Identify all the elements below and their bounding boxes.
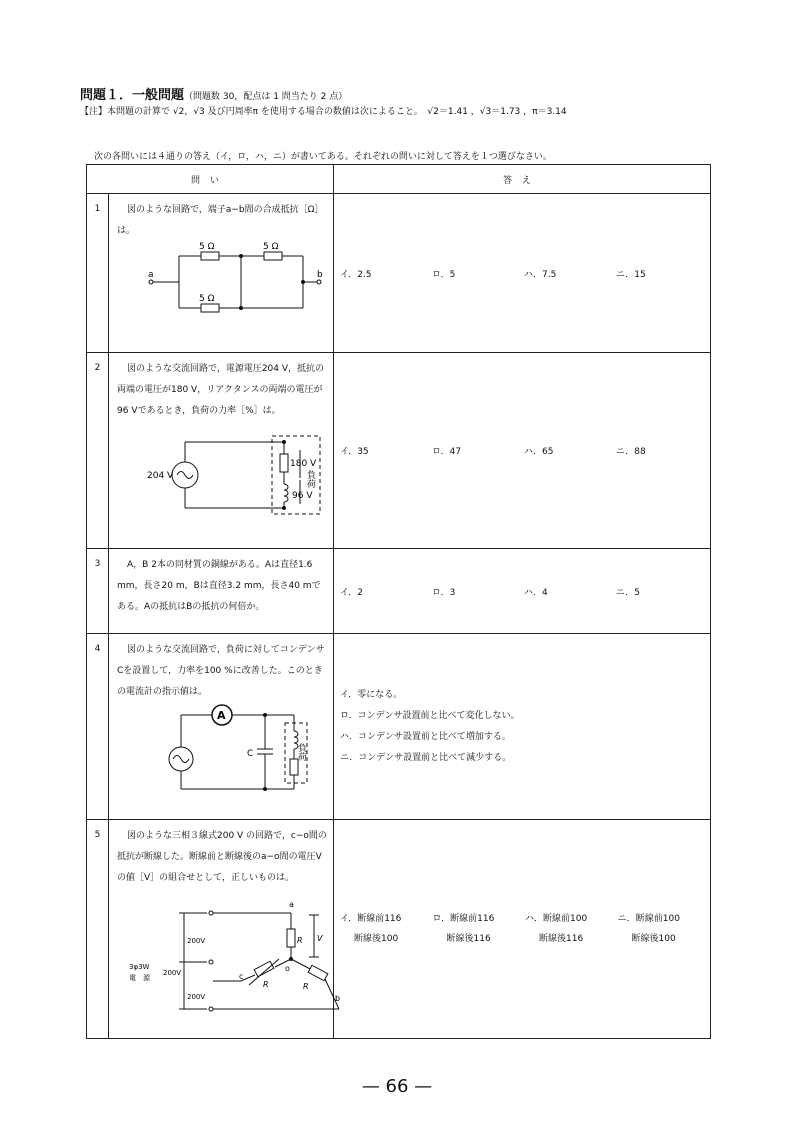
v-top: 200V: [187, 937, 206, 945]
question-cell: [109, 634, 334, 820]
question-number: 3: [87, 549, 109, 634]
r-label-b: R: [303, 982, 309, 991]
header-answer: 答え: [334, 165, 711, 194]
node-a: a: [289, 900, 294, 909]
answer-options: [334, 909, 710, 949]
answer-option[interactable]: ハ．コンデンサ設置前と比べて増加する。: [340, 731, 511, 742]
r2-label: 5 Ω: [263, 242, 279, 252]
question-cell: [109, 353, 334, 549]
question-row-1: [87, 194, 711, 353]
ammeter-label: A: [217, 709, 226, 722]
vx-label: 96 V: [292, 491, 313, 501]
question-text: A，B 2本の同材質の銅線がある。Aは直径1.6 mm，長さ20 m，Bは直径3.2 mm，長さ40 mである。Aの抵抗はBの抵抗の何倍か。: [117, 560, 321, 612]
section-title: 問題１．一般問題（問題数 30，配点は 1 問当たり 2 点）: [80, 88, 348, 103]
answer-options: [334, 267, 710, 280]
answer-cell: [334, 820, 711, 1039]
source-label-2: 電 源: [129, 974, 150, 982]
table-header-row: [87, 165, 711, 194]
r1-label: 5 Ω: [199, 242, 215, 252]
answer-option[interactable]: ハ．4: [524, 587, 548, 598]
r-label-c: R: [263, 980, 269, 989]
question-number: 1: [87, 194, 109, 353]
answer-cell: [334, 353, 711, 549]
header-question: 問い: [87, 165, 334, 194]
answer-option[interactable]: ニ．コンデンサ設置前と比べて減少する。: [340, 752, 512, 763]
answer-option[interactable]: ロ．47: [432, 447, 462, 457]
question-row-2: [87, 353, 711, 549]
terminal-b: b: [317, 270, 323, 280]
answer-option[interactable]: ロ．コンデンサ設置前と比べて変化しない。: [340, 710, 520, 721]
terminal-a: a: [148, 270, 154, 280]
question-row-4: [87, 634, 711, 820]
v-label: V: [317, 934, 323, 943]
answer-option[interactable]: ロ．断線前116 断線後116: [432, 914, 495, 944]
question-number: 2: [87, 353, 109, 549]
answer-option[interactable]: ハ．7.5: [524, 269, 557, 280]
answer-option[interactable]: イ．断線前116 断線後100: [340, 914, 402, 944]
capacitor-label: C: [247, 749, 254, 759]
node-o: o: [285, 964, 290, 973]
answer-option[interactable]: イ．2: [340, 587, 363, 598]
source-label: 204 V: [147, 471, 174, 481]
load-label: 負荷: [296, 743, 306, 761]
answer-option[interactable]: ロ．5: [432, 269, 456, 280]
load-label: 負荷: [305, 470, 315, 488]
answer-option[interactable]: ハ．65: [524, 447, 554, 457]
question-number: 4: [87, 634, 109, 820]
question-cell: [109, 820, 341, 1039]
r-label-a: R: [297, 936, 303, 945]
section-title-note: （問題数 30，配点は 1 問当たり 2 点）: [184, 92, 348, 102]
answer-option[interactable]: ニ．88: [616, 447, 646, 457]
answer-option[interactable]: ハ．断線前100 断線後116: [525, 914, 588, 944]
answer-option[interactable]: ニ．15: [616, 269, 646, 280]
node-c: c: [239, 972, 244, 981]
question-text: 図のような三相３線式200 V の回路で，c−o間の抵抗が断線した。断線前と断線後のa−o間の電圧Vの値［V］の組合せとして，正しいものは。: [117, 831, 327, 883]
answer-option[interactable]: ニ．5: [616, 587, 641, 598]
answer-option[interactable]: イ．零になる。: [340, 689, 403, 700]
node-b: b: [335, 994, 341, 1003]
vr-label: 180 V: [290, 459, 317, 469]
answer-cell: [334, 634, 711, 820]
answer-cell: [334, 549, 711, 634]
question-text: 図のような交流回路で，負荷に対してコンデンサCを設置して，力率を100 %に改善した。このときの電流計の指示値は。: [117, 645, 325, 697]
question-cell: [109, 194, 334, 353]
question-row-5: [87, 820, 711, 1039]
question-cell: [109, 549, 334, 634]
instructions: 次の各問いには４通りの答え（イ，ロ，ハ，ニ）が書いてある。それぞれの問いに対して答えを１つ選びなさい。: [94, 152, 552, 162]
circuit-figure-5: [109, 889, 341, 1017]
question-text: 図のような回路で，端子a−b間の合成抵抗［Ω］は。: [117, 205, 324, 236]
circuit-figure-4: [109, 703, 333, 799]
answer-options: [334, 444, 710, 457]
answer-cell: [334, 194, 711, 353]
question-table: [86, 164, 711, 1039]
answer-option[interactable]: イ．35: [340, 447, 369, 457]
question-row-3: [87, 549, 711, 634]
circuit-figure-1: [109, 242, 333, 324]
question-text: 図のような交流回路で，電源電圧204 V，抵抗の両端の電圧が180 V，リアクタンスの両端の電圧が96 Vであるとき，負荷の力率［%］は。: [117, 364, 325, 416]
v-bottom: 200V: [187, 993, 206, 1001]
answer-option[interactable]: ニ．断線前100 断線後100: [617, 914, 680, 944]
source-label-1: 3φ3W: [129, 963, 150, 971]
question-number: 5: [87, 820, 109, 1039]
circuit-figure-2: [109, 422, 333, 522]
answer-options: [334, 685, 710, 769]
calculation-note: 【注】本問題の計算で √2，√3 及び円周率π を使用する場合の数値は次によること。 √2＝1.41 ，√3＝1.73 ，π＝3.14: [80, 107, 567, 117]
answer-option[interactable]: イ．2.5: [340, 269, 372, 280]
r3-label: 5 Ω: [199, 294, 215, 304]
v-middle: 200V: [163, 969, 182, 977]
page-number: — 66 —: [361, 1076, 433, 1097]
answer-options: [334, 585, 710, 598]
answer-option[interactable]: ロ．3: [432, 587, 456, 598]
